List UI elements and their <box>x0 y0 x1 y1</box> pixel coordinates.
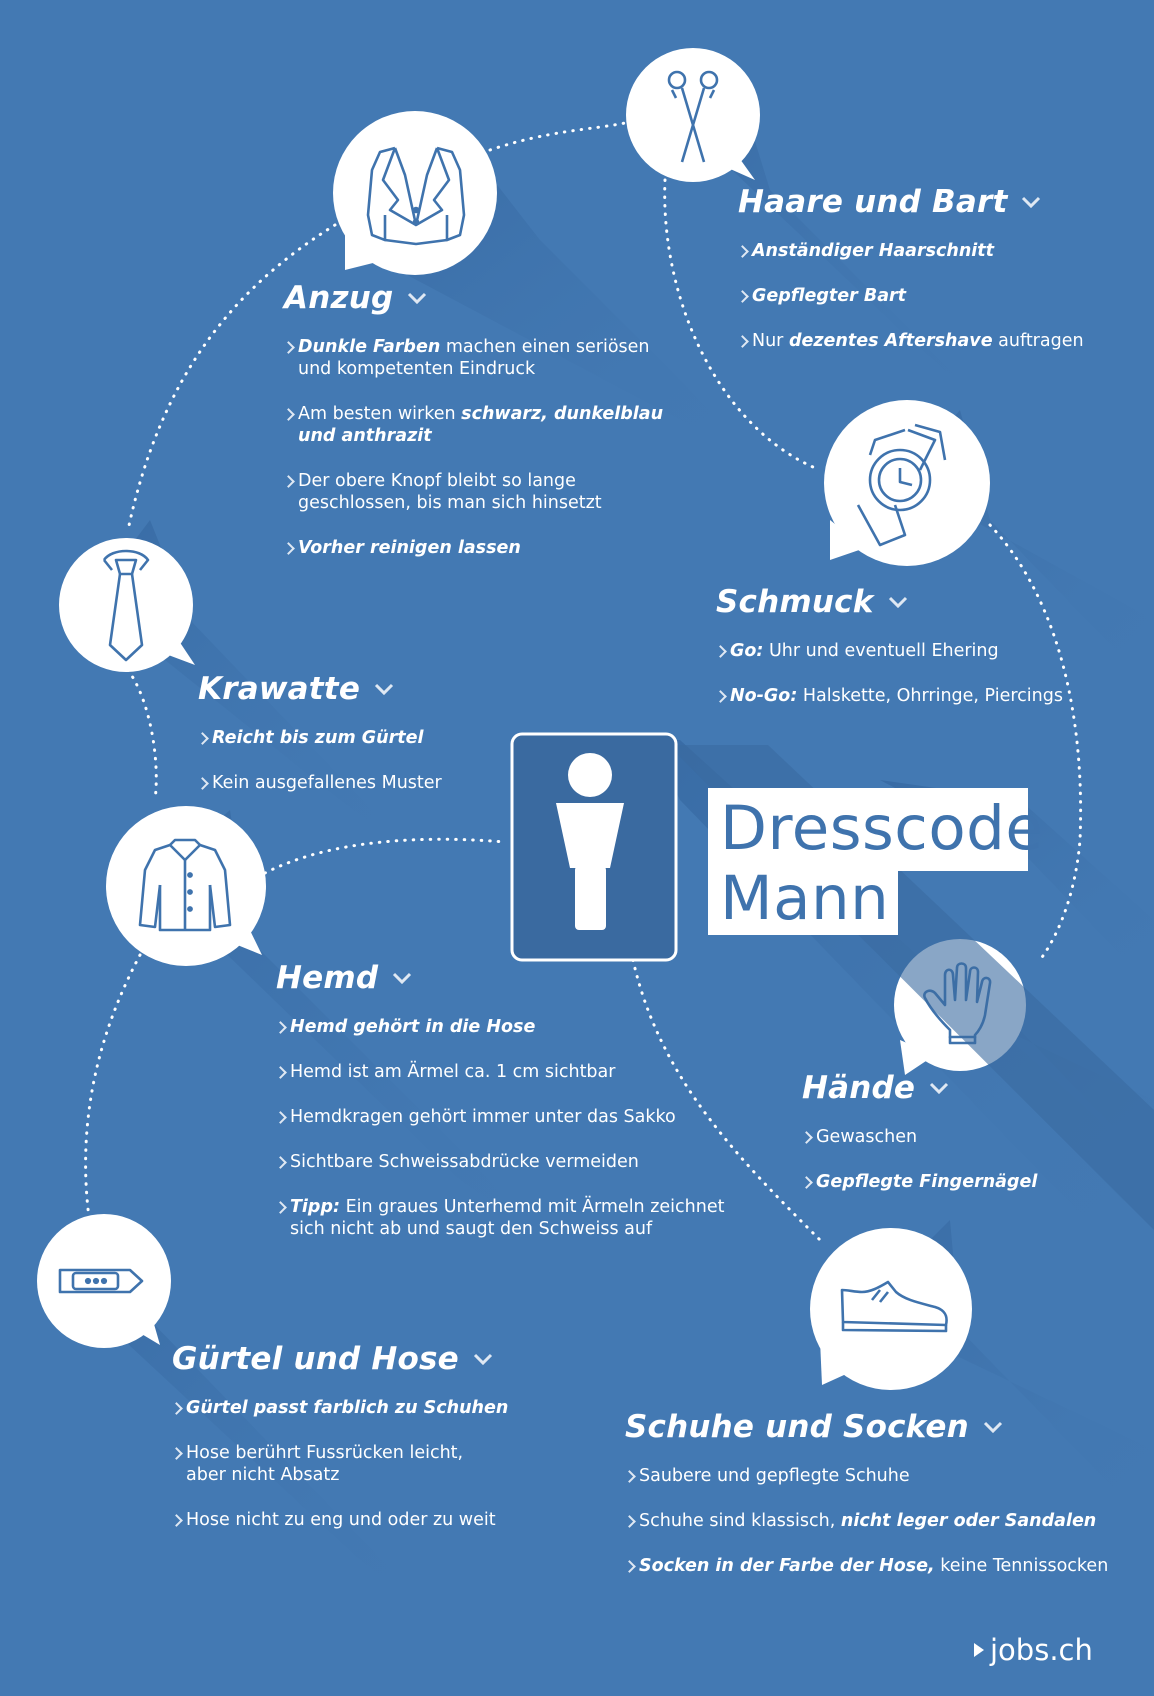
list-item: Hemd gehört in die Hose <box>276 1016 724 1038</box>
list-item: Hose nicht zu eng und oder zu weit <box>172 1509 508 1531</box>
list-item: Anständiger Haarschnitt <box>738 240 1084 262</box>
chevron-down-icon <box>1021 196 1041 208</box>
list-item: Gepflegte Fingernägel <box>802 1171 1037 1193</box>
list-item: Dunkle Farben machen einen seriösen und kompetenten Eindruck <box>284 336 663 380</box>
list-item: Hemd ist am Ärmel ca. 1 cm sichtbar <box>276 1061 724 1083</box>
section-schuhe <box>625 1409 1108 1600</box>
title-text-line1: Dresscode <box>720 793 1044 864</box>
list-item: Gürtel passt farblich zu Schuhen <box>172 1397 508 1419</box>
list-item: Kein ausgefallenes Muster <box>198 772 442 794</box>
list-item: Hose berührt Fussrücken leicht, aber nicht Absatz <box>172 1442 508 1486</box>
list-item: Vorher reinigen lassen <box>284 537 663 559</box>
list-item: Hemdkragen gehört immer unter das Sakko <box>276 1106 724 1128</box>
section-haare <box>738 184 1084 375</box>
title-text-line2: Mann <box>720 863 890 934</box>
section-heading: Schmuck <box>716 584 1063 620</box>
chevron-down-icon <box>929 1082 949 1094</box>
section-hemd <box>276 960 724 1263</box>
list-item: Socken in der Farbe der Hose, keine Tennissocken <box>625 1555 1108 1577</box>
list-item: Go: Uhr und eventuell Ehering <box>716 640 1063 662</box>
list-item: Sichtbare Schweissabdrücke vermeiden <box>276 1151 724 1173</box>
play-triangle-icon <box>974 1643 984 1657</box>
list-item: Nur dezentes Aftershave auftragen <box>738 330 1084 352</box>
list-item: Saubere und gepflegte Schuhe <box>625 1465 1108 1487</box>
jobs-logo <box>974 1633 1093 1667</box>
section-haende <box>802 1070 1037 1216</box>
chevron-down-icon <box>473 1353 493 1365</box>
section-schmuck <box>716 584 1063 730</box>
title-line2 <box>708 863 898 935</box>
chevron-down-icon <box>374 683 394 695</box>
title-line1 <box>708 788 1044 871</box>
list-item: Am besten wirken schwarz, dunkelblau und anthrazit <box>284 403 663 447</box>
list-item: Gewaschen <box>802 1126 1037 1148</box>
list-item: Gepflegter Bart <box>738 285 1084 307</box>
list-item: Tipp: Ein graues Unterhemd mit Ärmeln zeichnet sich nicht ab und saugt den Schweiss auf <box>276 1196 724 1240</box>
chevron-down-icon <box>888 596 908 608</box>
section-guertel <box>172 1341 508 1554</box>
list-item: Der obere Knopf bleibt so lange geschlossen, bis man sich hinsetzt <box>284 470 663 514</box>
section-heading: Hemd <box>276 960 724 996</box>
chevron-down-icon <box>407 292 427 304</box>
section-heading: Krawatte <box>198 671 442 707</box>
section-anzug <box>284 280 663 582</box>
chevron-down-icon <box>983 1421 1003 1433</box>
logo-text: jobs.ch <box>990 1633 1093 1667</box>
section-heading: Anzug <box>284 280 663 316</box>
list-item: Reicht bis zum Gürtel <box>198 727 442 749</box>
section-heading: Gürtel und Hose <box>172 1341 508 1377</box>
chevron-down-icon <box>392 972 412 984</box>
list-item: Schuhe sind klassisch, nicht leger oder Sandalen <box>625 1510 1108 1532</box>
section-krawatte <box>198 671 442 817</box>
section-heading: Hände <box>802 1070 1037 1106</box>
section-heading: Schuhe und Socken <box>625 1409 1108 1445</box>
section-heading: Haare und Bart <box>738 184 1084 220</box>
list-item: No-Go: Halskette, Ohrringe, Piercings <box>716 685 1063 707</box>
